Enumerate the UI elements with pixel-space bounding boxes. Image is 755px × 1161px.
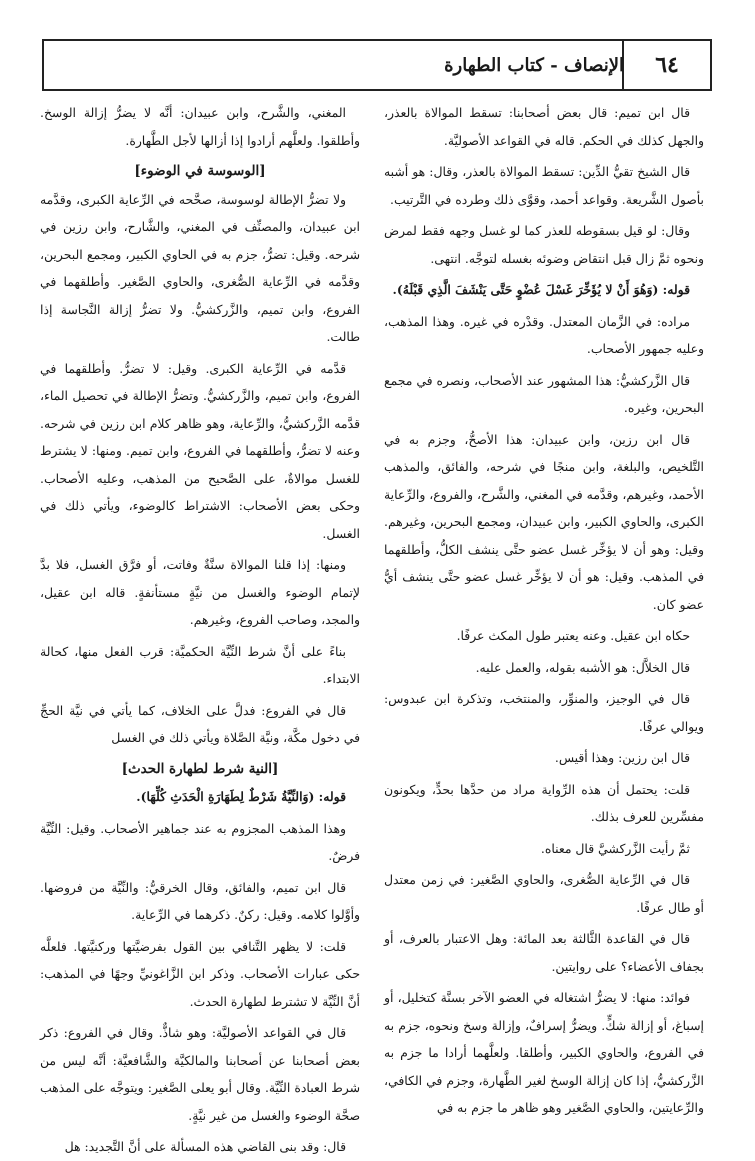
text-paragraph: قال: وقد بنى القاضي هذه المسألة على أنَّ التَّجديد: هل	[64, 1139, 346, 1154]
text-paragraph: ثمَّ رأيت الزَّركشيَّ قال معناه.	[540, 840, 690, 856]
text-paragraph: مراده: في الزَّمان المعتدل. وقدْره في غيره. وهذا المذهب، وعليه جمهور الأصحاب.	[384, 313, 704, 356]
text-paragraph: قال ابن رزين، وابن عبيدان: هذا الأصحُّ، وجزم به في التَّلخيص، والبلغة، وابن منجًا في شرحه، والفائق، والمذهب الأحمد، وغيرهم، وقدَّمه في المغني، والشَّرح، والفروع، والرِّعاية الكبرى، والحاوي الكبير، وابن عبيدان، ومجمع البحرين، وغيرهم. وقيل: وهو أن لا يؤخِّر غسل عضو حتَّى ينشف الكلُّ، وأطلقهما في المذهب. وقيل: هو أن لا يؤخِّر غسل عضو حتَّى ينشف أيُّ عضو كان.	[384, 431, 704, 612]
text-paragraph: قال في الوجيز، والمنوِّر، والمنتخب، وتذكرة ابن عبدوس: ويوالي عرفًا.	[384, 691, 704, 734]
text-paragraph: قال ابن تميم: قال بعض أصحابنا: تسقط الموالاة بالعذر، والجهل كذلك في الحكم. قاله في القواعد الأصوليَّة.	[384, 105, 704, 148]
text-paragraph: قدَّمه في الرِّعاية الكبرى. وقيل: لا تضرُّ. وأطلقهما في الفروع، وابن تميم، والزَّركشيُّ. وتضرُّ الإطالة في تحصيل الماء، قدَّمه الزَّركشيُّ، والرِّعاية، وهو ظاهر كلام ابن رزين في شرحه. وعنه لا تضرُّ، وأطلقهما في الفروع، وابن تميم. ومنها: لا يشترط للغسل موالاةٌ، على الصَّحيح من المذهب، وعليه الأصحاب. وحكى بعض الأصحاب: الاشتراط كالوضوء، ويأتي ذلك في الغسل.	[40, 360, 360, 541]
text-paragraph: قال ابن رزين: وهذا أقيس.	[554, 750, 690, 765]
left-column	[40, 99, 360, 1154]
page-number: ٦٤	[622, 41, 710, 89]
text-paragraph: ولا تضرُّ الإطالة لوسوسة، صحَّحه في الرِّعاية الكبرى، وقدَّمه ابن عبيدان، والمصنِّف في المغني، والشَّارح، وابن رزين في شرحه. وقيل: تضرُّ، جزم به في الحاوي الكبير، ومجمع البحرين، وقدَّمه في الرِّعاية الصُّغرى، والحاوي الصَّغير. وأطلقهما في الفروع، وابن تميم، والزَّركشيُّ. ولا تضرُّ إزالة النَّجاسة إذا طالت.	[40, 191, 360, 344]
text-paragraph: قلت: لا يظهر التَّنافي بين القول بفرضيَّتها وركنيَّتها. فلعلَّه حكى عبارات الأصحاب. وذكر ابن الزَّاغونيِّ وجهًا في المذهب: أنَّ النِّيَّة لا تشترط لطهارة الحدث.	[40, 938, 360, 1009]
text-paragraph: بناءً على أنَّ شرط النِّيَّة الحكميَّة: قرب الفعل منها، كحالة الابتداء.	[40, 643, 360, 686]
text-paragraph: قال الزَّركشيُّ: هذا المشهور عند الأصحاب، ونصره في مجمع البحرين، وغيره.	[384, 372, 704, 415]
section-heading: [النية شرط لطهارة الحدث]	[121, 760, 279, 777]
quoted-text-paragraph: قوله: (وَالنِّيَّةُ شَرْطٌ لِطَهَارَةِ الْحَدَثِ كُلِّهَا).	[136, 789, 346, 804]
text-paragraph: قال الخلاَّل: هو الأشبه بقوله، والعمل عليه.	[475, 659, 690, 675]
text-paragraph: قال في القاعدة الثَّالثة بعد المائة: وهل الاعتبار بالعرف، أو بجفاف الأعضاء؟ على روايتين.	[384, 931, 704, 974]
text-paragraph: قال ابن تميم، والفائق، وقال الخرقيُّ: والنِّيَّة من فروضها. وأوَّلوا كلامه. وقيل: ركنٌ. ذكرهما في الرِّعاية.	[40, 879, 360, 922]
text-paragraph: قال في القواعد الأصوليَّة: وهو شاذٌّ. وقال في الفروع: ذكر بعض أصحابنا عن أصحابنا والمالكيَّة والشَّافعيَّة: أنَّه ليس من شرط العبادة النِّيَّة. وقال أبو يعلى الصَّغير: ويتوجَّه على المذهب صحَّة الوضوء والغسل من غير نيَّةٍ.	[40, 1025, 360, 1123]
text-paragraph: المغني، والشَّرح، وابن عبيدان: أنَّه لا يضرُّ إزالة الوسخ. وأطلقوا. ولعلَّهم أرادوا إذا أزالها لأجل الطَّهارة.	[40, 105, 360, 148]
text-paragraph: قال في الفروع: فدلَّ على الخلاف، كما يأتي في نيَّة الحجِّ في دخول مكَّة، ونيَّة الصَّلاة ويأتي ذلك في الغسل	[40, 702, 360, 745]
section-heading: [الوسوسة في الوضوء]	[134, 163, 266, 179]
text-paragraph: فوائد: منها: لا يضرُّ اشتغاله في العضو الآخر بسنَّة كتخليل، أو إسباغ، أو إزالة شكٍّ. ويضرُّ إسرافٌ، وإزالة وسخ ونحوه، جزم به في الفروع، والحاوي الكبير، وأطلقا. ولعلَّهما أرادا ما جزم به الزَّركشيُّ، إذا كان إزالة الوسخ لغير الطَّهارة، وجزم في الكافي، والرِّعايتين، والحاوي الصَّغير وهو ظاهر ما جزم به في	[384, 990, 704, 1115]
text-paragraph: وهذا المذهب المجزوم به عند جماهير الأصحاب. وقيل: النِّيَّة فرضٌ.	[40, 820, 360, 863]
text-paragraph: وقال: لو قيل بسقوطه للعذر كما لو غسل وجهه فقط لمرض ونحوه ثمَّ زال قبل انتقاض وضوئه بغسله لتوجَّه. انتهى.	[384, 223, 704, 266]
running-title: الإنصاف - كتاب الطهارة	[444, 54, 624, 76]
text-paragraph: قال الشيخ تقيُّ الدِّين: تسقط الموالاة بالعذر، وقال: هو أشبه بأصول الشَّريعة. وقواعد أحمد، وقوَّى ذلك وطرده في التَّرتيب.	[384, 164, 704, 207]
quoted-text-paragraph: قوله: (وَهُوَ أَنْ لا يُؤَخِّرَ غَسْلَ عُضْوٍ حَتَّى يَنْشَفَ الَّذِي قَبْلَهُ).	[392, 282, 690, 297]
page-header	[42, 39, 712, 91]
text-paragraph: حكاه ابن عقيل. وعنه يعتبر طول المكث عرفًا.	[456, 628, 690, 643]
text-paragraph: قال في الرِّعاية الصُّغرى، والحاوي الصَّغير: في زمن معتدل أو طال عرفًا.	[384, 872, 704, 915]
text-paragraph: ومنها: إذا قلنا الموالاة سنَّةٌ وفاتت، أو فرَّق الغسل، فلا بدَّ لإتمام الوضوء والغسل من نيَّةٍ مستأنفةٍ. قاله ابن عقيل، والمجد، وصاحب الفروع، وغيرهم.	[40, 557, 360, 627]
right-column	[384, 99, 704, 1115]
text-paragraph: قلت: يحتمل أن هذه الرِّواية مراد من حدَّها بحدٍّ، ويكونون مفسِّرين للعرف بذلك.	[384, 781, 704, 824]
